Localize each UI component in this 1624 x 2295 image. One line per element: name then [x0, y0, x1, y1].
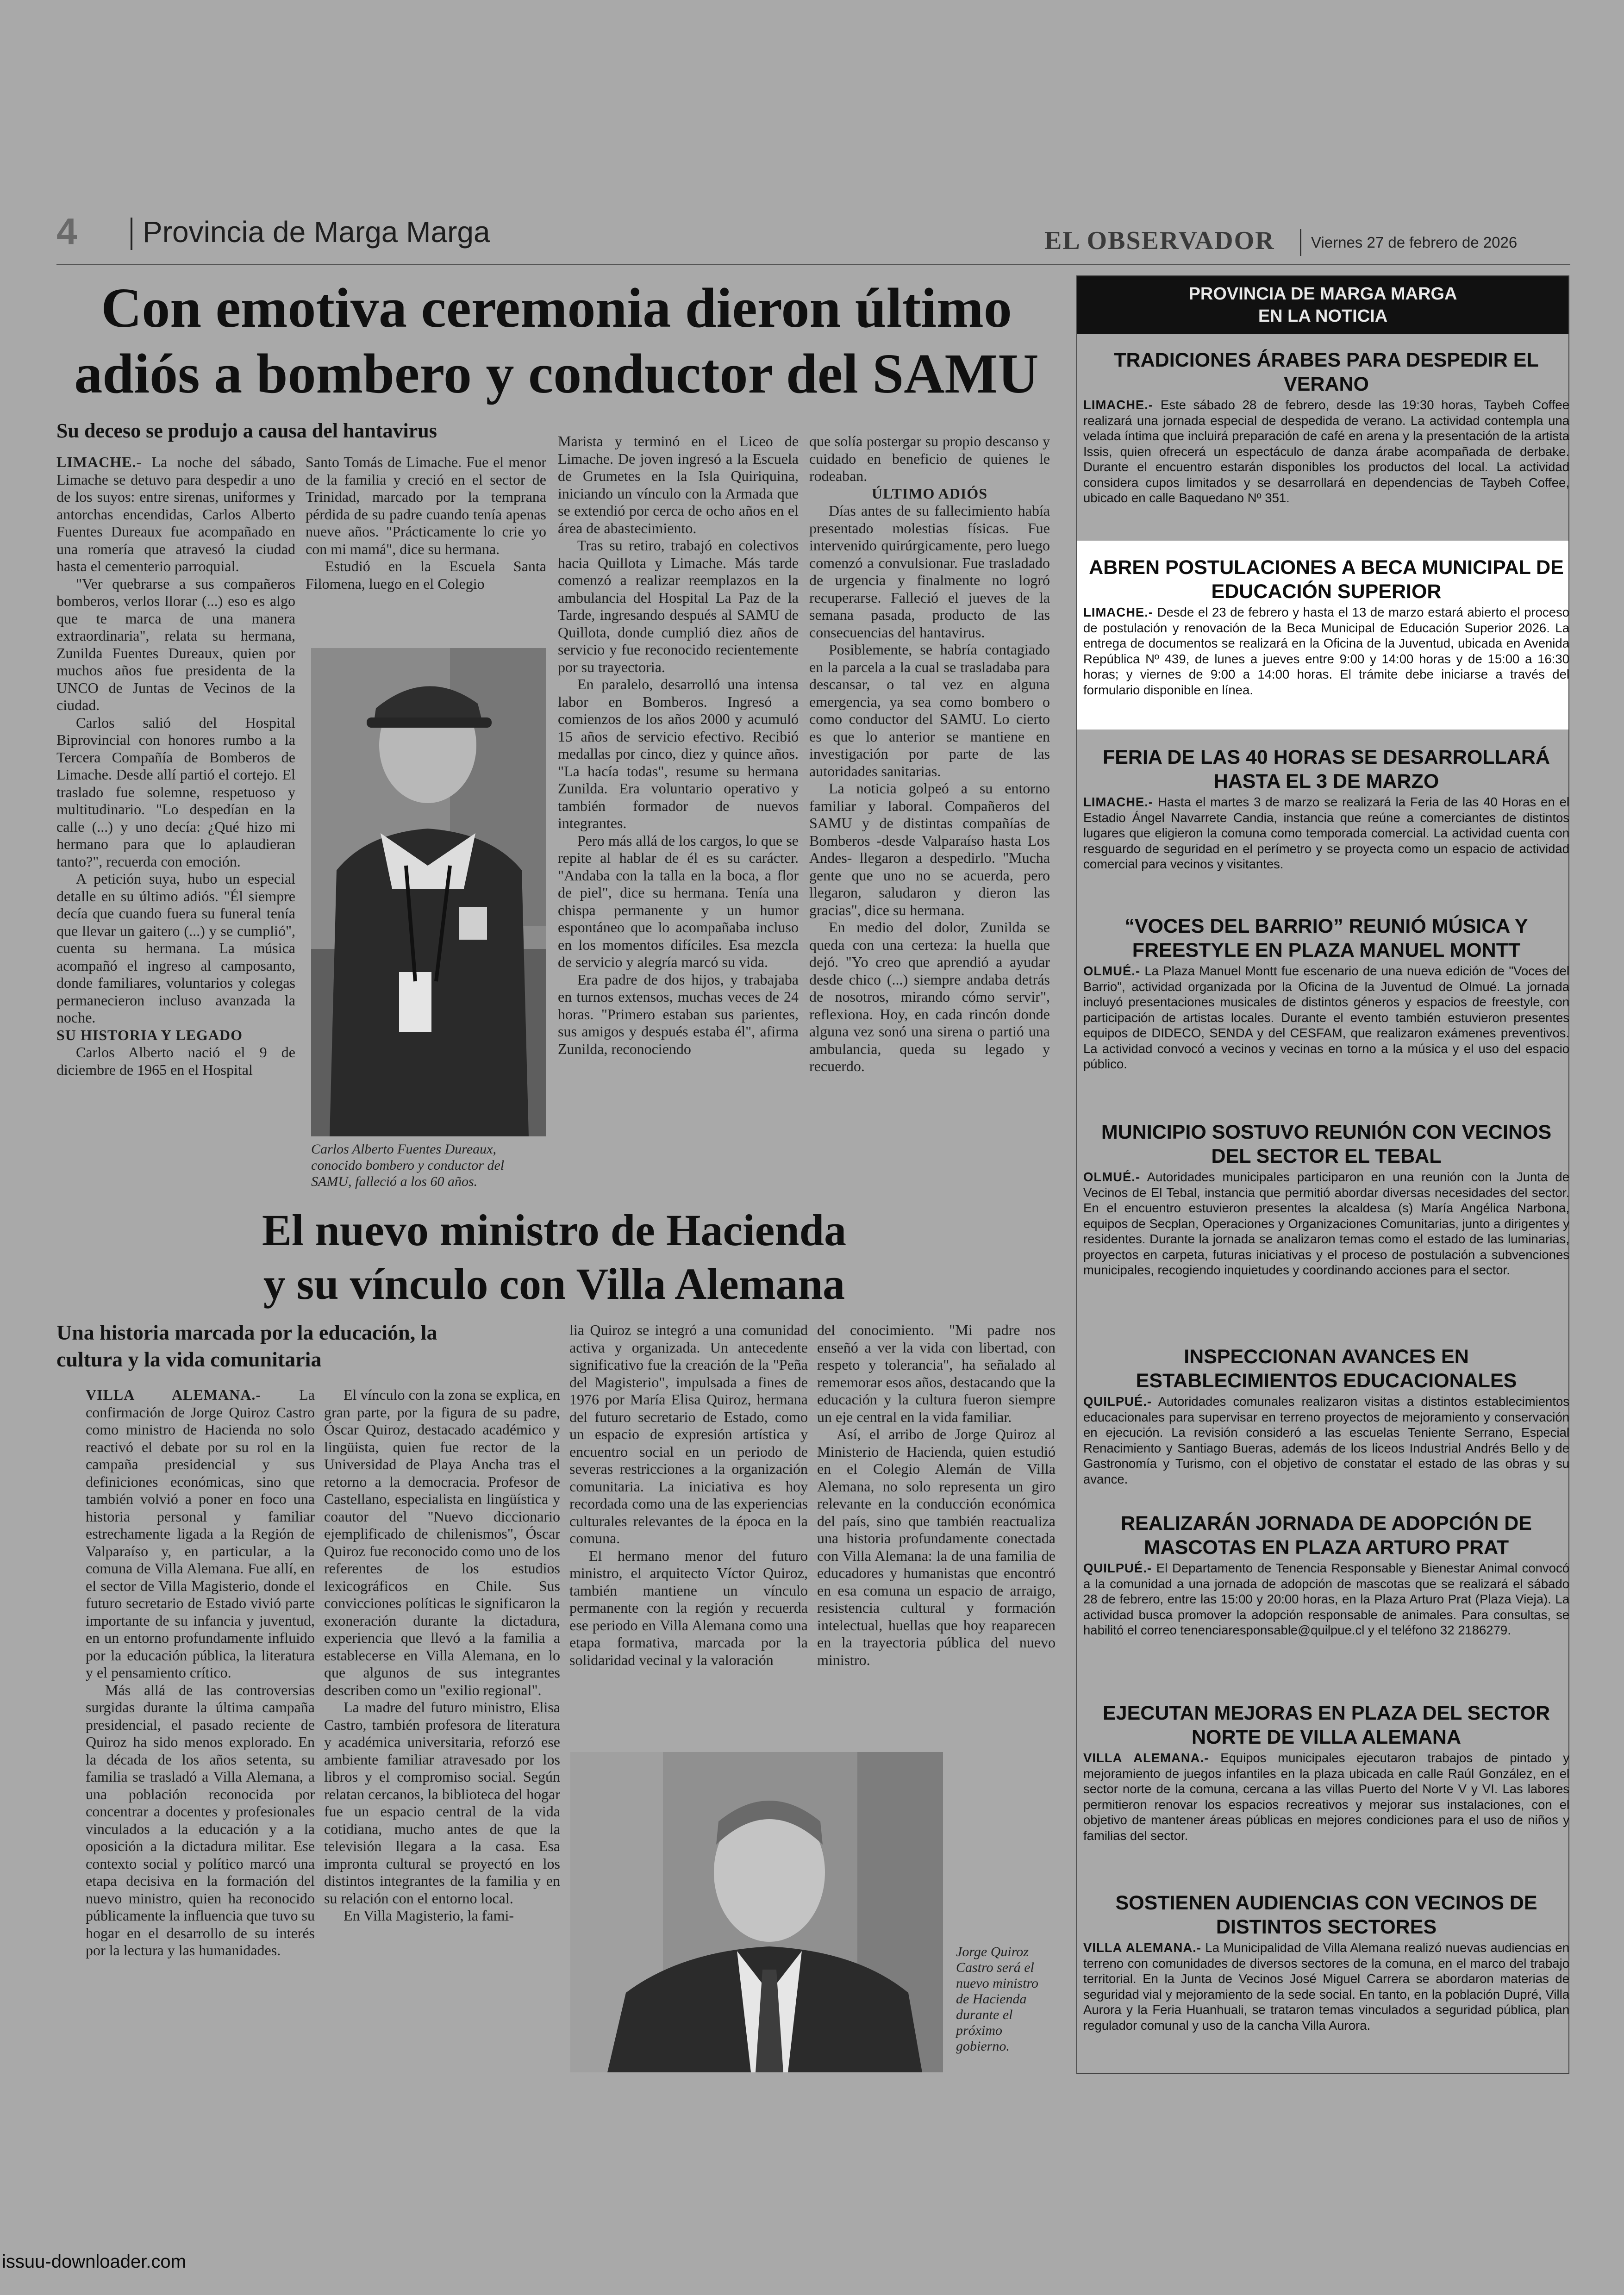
news-title: TRADICIONES ÁRABES PARA DESPEDIR EL VERANO	[1114, 349, 1539, 395]
header-divider	[131, 218, 132, 250]
news-body: Autoridades municipales participaron en una reunión con la Junta de Vecinos de El Tebal, instancia que permitió abordar diversas necesidades del sector. En el encuentro estuvieron presentes la alcaldesa (s) María Angélica Narbona, equipos de Secplan, Operaciones y Organizaciones Comunitarias, junto a dirigentes y residentes. Durante la jornada se analizaron temas como el estado de las luminarias, proyectos en carpeta, futuras iniciativas y el proceso de postulación a subvenciones municipales, recogiendo inquietudes y coordinando acciones para el sector.	[1083, 1170, 1569, 1277]
article1-col1	[56, 454, 295, 1190]
paragraph: El vínculo con la zona se explica, en gran parte, por la figura de su padre, Óscar Quiroz, destacado académico y lingüista, quien fue rector de la Universidad de Playa Ancha tras el retorno a la democracia. Profesor de Castellano, especialista en lingüística y coautor del "Nuevo diccionario ejemplificado de chilenismos", Óscar Quiroz fue reconocido como uno de los referentes de los estudios lexicográficos en Chile. Sus convicciones políticas le significaron la exoneración durante la dictadura, experiencia que llevó a la familia a establecerse en Villa Alemana, en lo que algunos de sus integrantes describen como un "exilio regional".	[324, 1386, 560, 1698]
article2-title-line1: El nuevo ministro de Hacienda	[262, 1205, 847, 1255]
news-body: La Municipalidad de Villa Alemana realizó nuevas audiencias en terreno con comunidades de diversos sectores de la comuna, en el marco del trabajo territorial. En la Junta de Vecinos José Miguel Carrera se abordaron materias de seguridad vial y mejoramiento de la sede social. En tanto, en la población Dupré, Villa Aurora y la Feria Huanhuali, se trataron temas vinculados a seguridad pública, plan regulador comunal y uso de la cancha Villa Aurora.	[1083, 1940, 1570, 2033]
paragraph: Estudió en la Escuela Santa Filomena, luego en el Colegio	[306, 558, 546, 592]
paragraph: del conocimiento. "Mi padre nos enseñó a ver la vida con libertad, con respeto y tolerancia", ha señalado al rememorar esos años, destacando que la educación y la cultura fueron siempre un eje central en la vida familiar.	[817, 1322, 1056, 1425]
masthead: EL OBSERVADOR	[1044, 226, 1275, 255]
issue-date: Viernes 27 de febrero de 2026	[1311, 234, 1518, 251]
article2-deck-line1: Una historia marcada por la educación, la	[56, 1321, 437, 1344]
page-number: 4	[56, 211, 77, 252]
news-title: SOSTIENEN AUDIENCIAS CON VECINOS DE DISTINTOS SECTORES	[1115, 1892, 1537, 1938]
news-body: Desde el 23 de febrero y hasta el 13 de marzo estará abierto el proceso de postulación y renovación de la Beca Municipal de Educación Superior 2026. La entrega de documentos se realizará en la Oficina de la Juventud, ubicada en Avenida República Nº 439, de lunes a jueves entre 9:00 y 14:00 horas y de 15:00 a 16:30 horas; y viernes de 9:00 a 14:00 horas. El trámite debe iniciarse a través del formulario disponible en línea.	[1083, 605, 1569, 697]
news-item	[1083, 745, 1569, 872]
subheading: ÚLTIMO ADIÓS	[872, 485, 987, 502]
article1-dateline: LIMACHE.-	[56, 454, 142, 470]
minister-photo	[570, 1752, 943, 2072]
news-body: Hasta el martes 3 de marzo se realizará la Feria de las 40 Horas en el Estadio Ángel Navarrete Candia, instancia que reúne a comerciantes de distintos lugares que eligieron la comuna como temporada comercial. La actividad cuenta con resguardo de seguridad en el perímetro y se proyecta como un espacio de actividad comercial para vecinos y visitantes.	[1083, 795, 1569, 871]
news-item	[1083, 1701, 1569, 1843]
firefighter-photo	[311, 648, 546, 1136]
news-location: LIMACHE.-	[1083, 398, 1154, 412]
subheading: SU HISTORIA Y LEGADO	[56, 1026, 243, 1043]
header-divider-2	[1300, 229, 1301, 256]
paragraph: Más allá de las controversias surgidas durante la última campaña presidencial, el pasado reciente de Quiroz ha sido menos explorado. En la década de los años setenta, su familia se trasladó a Villa Alemana, a una población reconocida por concentrar a docentes y profesionales vinculados a la educación y a la oposición a la dictadura militar. Ese contexto social y político marcó una etapa decisiva en la formación del nuevo ministro, quien ha reconocido públicamente la influencia que tuvo su hogar en el desarrollo de su interés por la lectura y las humanidades.	[86, 1681, 315, 1958]
paragraph: En paralelo, desarrolló una intensa labor en Bomberos. Ingresó a comienzos de los años 2000 y acumuló 15 años de servicio efectivo. Recibió medallas por cinco, diez y quince años. "La hacía todas", resume su hermana Zunilda. Era voluntario operativo y también formador de nuevos integrantes.	[558, 676, 799, 831]
paragraph: A petición suya, hubo un especial detalle en su último adiós. "Él siempre decía que cuando fuera su funeral tenía que llevar un gaitero (...) y se cumplió", cuenta su hermana. La música acompañó el ingreso al camposanto, donde familiares, voluntarios y colegas permanecieron incluso avanzada la noche.	[56, 870, 295, 1026]
article1-deck: Su deceso se produjo a causa del hantavirus	[56, 419, 437, 442]
news-location: VILLA ALEMANA.-	[1083, 1940, 1202, 1955]
news-location: QUILPUÉ.-	[1083, 1561, 1152, 1575]
article1-title-line2: adiós a bombero y conductor del SAMU	[74, 343, 1039, 405]
paragraph: Carlos salió del Hospital Biprovincial con honores rumbo a la Tercera Compañía de Bomberos de Limache. Desde allí partió el cortejo. El traslado fue solemne, respetuoso y multitudinario. "Lo despedían en la calle (...) y uno decía: ¿Qué hizo mi hermano para que lo aplaudieran tanto?", recuerda con emoción.	[56, 714, 295, 870]
news-title: ABREN POSTULACIONES A BECA MUNICIPAL DE EDUCACIÓN SUPERIOR	[1089, 556, 1564, 603]
article1-col3	[558, 433, 799, 1190]
minister-illustration	[570, 1752, 943, 2072]
article1-title-line1: Con emotiva ceremonia dieron último	[101, 277, 1012, 339]
news-item	[1083, 1891, 1569, 2033]
article1-col4	[809, 433, 1050, 1190]
sidebar-header	[1077, 276, 1568, 334]
news-location: QUILPUÉ.-	[1083, 1394, 1152, 1409]
news-location: VILLA ALEMANA.-	[1083, 1751, 1209, 1765]
paragraph: lia Quiroz se integró a una comunidad activa y organizada. Un antecedente significativo fue la creación de la "Peña del Magisterio", impulsada a fines de 1976 por María Elisa Quiroz, hermana del futuro secretario de Estado, como un espacio de expresión artística y encuentro social en un periodo de severas restricciones a la organización comunitaria. La iniciativa es hoy recordada como una de las experiencias culturales relevantes de la época en la comuna.	[569, 1322, 808, 1547]
paragraph: La noticia golpeó a su entorno familiar y laboral. Compañeros del SAMU y de distintas compañías de Bomberos -desde Valparaíso hasta Los Andes- llegaron a despedirlo. "Mucha gente que uno no se acuerda, pero llegaron, saludaron y dieron las gracias", dice su hermana.	[809, 780, 1050, 918]
paragraph: Días antes de su fallecimiento había presentado molestias físicas. Fue intervenido quirúrgicamente, pero luego comenzó a convulsionar. Fue trasladado de urgencia y finalmente no logró recuperarse. Falleció el jueves de la semana pasada, producto de las consecuencias del hantavirus.	[809, 502, 1050, 641]
paragraph: Santo Tomás de Limache. Fue el menor de la familia y creció en el sector de Trinidad, marcado por la temprana pérdida de su padre cuando tenía apenas nueve años. "Prácticamente lo crie yo con mi mamá", dice su hermana.	[306, 454, 546, 557]
article2-title-line2: y su vínculo con Villa Alemana	[263, 1259, 845, 1309]
header-rule	[56, 264, 1570, 265]
paragraph: Carlos Alberto nació el 9 de diciembre de 1965 en el Hospital	[56, 1044, 295, 1078]
news-item	[1083, 1120, 1569, 1278]
news-item	[1083, 555, 1569, 698]
sidebar-header-line2: EN LA NOTICIA	[1258, 306, 1388, 326]
news-body: Autoridades comunales realizaron visitas a distintos establecimientos educacionales para supervisar en terreno proyectos de mejoramiento y conservación en ejecución. La revisión consideró a las escuelas Teniente Serrano, Especial Renacimiento y Santiago Bueras, además de los liceos Industrial Andrés Bello y de Gastronomía y Turismo, con el objetivo de constatar el estado de las obras y su avance.	[1083, 1394, 1569, 1486]
paragraph: La confirmación de Jorge Quiroz Castro como ministro de Hacienda no solo reactivó el debate por su rol en la campaña presidencial y sus definiciones económicas, sino que también volvió a poner en foco una historia personal y familiar estrechamente ligada a la Región de Valparaíso y, en particular, a la comuna de Villa Alemana. Fue allí, en el sector de Villa Magisterio, donde el futuro secretario de Estado vivió parte importante de su infancia y juventud, en un entorno profundamente influido por la educación pública, la literatura y el pensamiento crítico.	[86, 1386, 315, 1681]
firefighter-illustration	[311, 648, 546, 1136]
paragraph: En medio del dolor, Zunilda se queda con una certeza: la huella que dejó. "Yo creo que aprendió a ayudar desde chico (...) siempre andaba detrás de nosotros, mirando cómo servir", reflexiona. Hoy, en cada rincón donde alguna vez sonó una sirena o partió una ambulancia, queda su legado y recuerdo.	[809, 919, 1050, 1074]
news-item	[1083, 1345, 1569, 1487]
section-title: Provincia de Marga Marga	[143, 215, 490, 249]
paragraph: Marista y terminó en el Liceo de Limache. De joven ingresó a la Escuela de Grumetes en la Isla Quiriquina, iniciando un vínculo con la Armada que se extendió por cerca de ocho años en el área de abastecimiento.	[558, 433, 799, 536]
article2-deck	[56, 1319, 566, 1373]
article1-title	[56, 275, 1056, 407]
article2-col1	[86, 1386, 315, 2071]
paragraph: que solía postergar su propio descanso y cuidado en beneficio de quienes le rodeaban.	[809, 433, 1050, 484]
news-body: La Plaza Manuel Montt fue escenario de una nueva edición de "Voces del Barrio", actividad organizada por la Oficina de la Juventud de Olmué. La jornada incluyó presentaciones musicales de distintos géneros y espacios de freestyle, con participación de artistas locales. Durante el evento también estuvieron presentes equipos de DIDECO, SENDA y del CESFAM, que realizaron exámenes preventivos. La actividad convocó a vecinos y vecinas en torno a la música y el uso del espacio público.	[1083, 964, 1569, 1071]
news-title: EJECUTAN MEJORAS EN PLAZA DEL SECTOR NORTE DE VILLA ALEMANA	[1102, 1702, 1550, 1748]
article1-col2-top	[306, 454, 546, 641]
article2-col3-top	[569, 1322, 808, 1738]
article1-photo-caption: Carlos Alberto Fuentes Dureaux, conocido bombero y conductor del SAMU, falleció a los 60 años.	[311, 1141, 505, 1189]
article2-col4-top	[817, 1322, 1056, 1738]
news-title: “VOCES DEL BARRIO” REUNIÓ MÚSICA Y FREESTYLE EN PLAZA MANUEL MONTT	[1124, 915, 1528, 961]
news-title: INSPECCIONAN AVANCES EN ESTABLECIMIENTOS EDUCACIONALES	[1136, 1346, 1517, 1392]
watermark: issuu-downloader.com	[2, 2251, 186, 2272]
news-item	[1083, 348, 1569, 506]
article2-col2	[324, 1386, 560, 2071]
paragraph: Así, el arribo de Jorge Quiroz al Ministerio de Hacienda, quien estudió en el Colegio Alemán de Villa Alemana, no solo representa un giro relevante en la conducción económica del país, sino que también reactualiza una historia profundamente conectada con Villa Alemana: la de una familia de educadores y humanistas que encontró en esa comuna un espacio de arraigo, resistencia cultural y formación intelectual, huellas que hoy reaparecen en la trayectoria pública del nuevo ministro.	[817, 1426, 1056, 1668]
news-title: REALIZARÁN JORNADA DE ADOPCIÓN DE MASCOTAS EN PLAZA ARTURO PRAT	[1121, 1512, 1532, 1559]
paragraph: "Ver quebrarse a sus compañeros bomberos, verlos llorar (...) eso es algo que te marca de una manera extraordinaria", relata su hermana, Zunilda Fuentes Dureaux, quien por muchos años fue presidenta de la UNCO de Juntas de Vecinos de la ciudad.	[56, 575, 295, 713]
news-location: OLMUÉ.-	[1083, 964, 1141, 978]
article2-photo-caption: Jorge Quiroz Castro será el nuevo ministro de Hacienda durante el próximo gobierno.	[956, 1944, 1039, 2054]
paragraph: La madre del futuro ministro, Elisa Castro, también profesora de literatura y académica universitaria, reforzó ese ambiente familiar atravesado por los libros y el compromiso social. Según relatan cercanos, la biblioteca del hogar fue un espacio central de la vida cotidiana, mucho antes de que la televisión llegara a la casa. Esa impronta cultural se proyectó en los distintos integrantes de la familia y en su relación con el entorno local.	[324, 1699, 560, 1907]
news-title: MUNICIPIO SOSTUVO REUNIÓN CON VECINOS DEL SECTOR EL TEBAL	[1101, 1121, 1552, 1167]
news-location: LIMACHE.-	[1083, 605, 1154, 619]
paragraph: La noche del sábado, Limache se detuvo para despedir a uno de los suyos: entre sirenas, uniformes y antorchas encendidas, Carlos Alberto Fuentes Dureaux fue acompañado en una romería que atravesó la ciudad hasta el cementerio parroquial.	[56, 454, 295, 574]
article2-deck-line2: cultura y la vida comunitaria	[56, 1347, 322, 1371]
news-location: OLMUÉ.-	[1083, 1170, 1141, 1184]
paragraph: El hermano menor del futuro ministro, el arquitecto Víctor Quiroz, también mantiene un vínculo permanente con la región y recuerda ese periodo en Villa Alemana como una etapa formativa, marcada por la solidaridad vecinal y la valoración	[569, 1547, 808, 1668]
news-title: FERIA DE LAS 40 HORAS SE DESARROLLARÁ HASTA EL 3 DE MARZO	[1102, 746, 1550, 792]
paragraph: Era padre de dos hijos, y trabajaba en turnos extensos, muchas veces de 24 horas. "Primero estaban sus parientes, sus amigos y después estaba él", afirma Zunilda, reconociendo	[558, 971, 799, 1057]
news-item	[1083, 1511, 1569, 1638]
sidebar-header-line1: PROVINCIA DE MARGA MARGA	[1188, 284, 1457, 304]
news-body: El Departamento de Tenencia Responsable y Bienestar Animal convocó a la comunidad a una jornada de adopción de mascotas que se realizará el sábado 28 de febrero, entre las 15:00 y 20:00 horas, en la Plaza Arturo Prat (Plaza Vieja). La actividad busca promover la adopción responsable de animales. Para consultas, se habilitó el correo tenenciaresponsable@quilpue.cl y el teléfono 32 2186279.	[1083, 1561, 1569, 1637]
news-body: Este sábado 28 de febrero, desde las 19:30 horas, Taybeh Coffee realizará una jornada especial de despedida de verano. La actividad contempla una velada íntima que incluirá preparación de café en arena y la presentación de la artista Issis, quien ofrecerá un espectáculo de danza árabe acompañada de derbake. Durante el encuentro estarán disponibles los productos del local. La actividad considera cupos limitados y se desarrollará en dependencias de Taybeh Coffee, ubicado en calle Baquedano Nº 351.	[1083, 398, 1569, 505]
paragraph: Tras su retiro, trabajó en colectivos hacia Quillota y Limache. Más tarde comenzó a realizar reemplazos en la ambulancia del Hospital La Paz de la Tarde, ingresando después al SAMU de Quillota, donde cumplió diez años de servicio y fue reconocido recientemente por su trayectoria.	[558, 537, 799, 675]
article2-dateline: VILLA ALEMANA.-	[86, 1386, 262, 1403]
paragraph: En Villa Magisterio, la fami-	[344, 1907, 514, 1924]
article2-title	[56, 1204, 1052, 1311]
news-item	[1083, 914, 1569, 1072]
news-body: Equipos municipales ejecutaron trabajos de pintado y mejoramiento de juegos infantiles en la plaza ubicada en calle Raúl González, en el sector norte de la comuna, cercana a las villas Puerto del Norte V y VI. Las labores permitieron renovar los espacios recreativos y mejorar sus instalaciones, con el objetivo de mantener áreas públicas en mejores condiciones para el uso de niños y familias del sector.	[1083, 1751, 1569, 1843]
paragraph: Posiblemente, se habría contagiado en la parcela a la cual se trasladaba para descansar, o tal vez en alguna emergencia, ya sea como bombero o como conductor del SAMU. Lo cierto es que lo anterior se mantiene en investigación por parte de las autoridades sanitarias.	[809, 641, 1050, 780]
paragraph: Pero más allá de los cargos, lo que se repite al hablar de él es su carácter. "Andaba con la talla en la boca, a flor de piel", dice su hermana. Tenía una chispa permanente y un humor espontáneo que lo acompañaba incluso en los momentos difíciles. Esa mezcla de servicio y alegría marcó su vida.	[558, 832, 799, 970]
news-location: LIMACHE.-	[1083, 795, 1154, 809]
